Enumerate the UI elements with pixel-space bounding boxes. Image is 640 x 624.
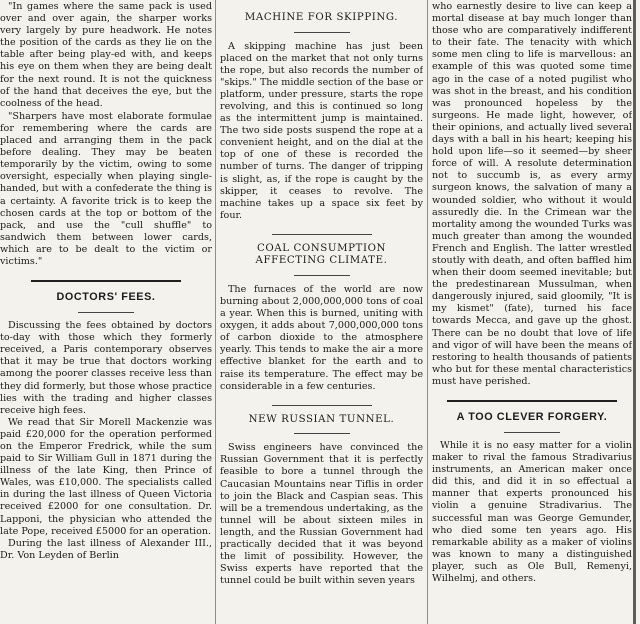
section-divider — [272, 405, 372, 406]
heading-underline — [294, 275, 350, 276]
section-divider — [31, 280, 181, 282]
doctors-fees-paragraph-3: During the last illness of Alexander III., Dr. Von Leyden of Berlin — [0, 537, 212, 561]
section-divider — [447, 400, 617, 402]
column-rule-right — [427, 0, 428, 624]
heading-underline — [294, 32, 350, 33]
skipping-machine-paragraph: A skipping machine has just been placed on the market that not only turns the rope, but also records the number of "skips." The middle section of the base or platform, under pressure, starts the rope revolving, and this is continued so long as the intermittent jump is maintained. The two side posts suspend the rope at a convenient height, and on the dial at the top of one of these is recorded the number of turns. The danger of tripping is slight, as, if the rope is caught by the skipper, it ceases to revolve. The machine takes up a space six feet by four. — [220, 40, 423, 221]
will-to-live-paragraph: who earnestly desire to live can keep a mortal disease at bay much longer than those who are comparatively indifferent to their fate. The tenacity with which some men cling to life is marvellous: an example of this was quoted some time ago in the case of a noted pugilist who was shot in the breast, and his condition was pronounced hopeless by the surgeons. He made light, however, of their opinions, and actually lived several days with a ball in his heart; keeping his hold upon life—so it seemed—by sheer force of will. A resolute determination not to succumb is, as every army surgeon knows, the salvation of many a wounded soldier, who without it would assuredly die. In the Crimean war the mortality among the wounded Turks was much greater than among the wounded French and English. The latter wrestled stoutly with death, and often baffled him when their doom seemed inevitable; but the predestinarean Mussulman, when dangerously injured, said gloomily, "It is my kismet" (fate), turned his face towards Mecca, and gave up the ghost. There can be no doubt that love of life and vigor of will have been the means of restoring to health thousands of patients who but for these mental characteristics must have perished. — [432, 1, 632, 387]
column-right — [432, 0, 632, 624]
doctors-fees-paragraph-2: We read that Sir Morell Mackenzie was paid £20,000 for the operation performed on the Emperor Fredrick, while the sum paid to Sir William Gull in 1871 during the illness of the late King, then Prince of Wales, was £10,000. The specialists called in during the last illness of Queen Victoria received £2000 for one consultation. Dr. Lapponi, the physician who attended the late Pope, received £5000 for an operation. — [0, 416, 212, 537]
heading-coal-consumption: COAL CONSUMPTION AFFECTING CLIMATE. — [255, 242, 388, 267]
heading-machine-for-skipping: MACHINE FOR SKIPPING. — [244, 12, 399, 23]
section-divider — [272, 234, 372, 235]
heading-a-too-clever-forgery: A TOO CLEVER FORGERY. — [456, 411, 608, 423]
heading-doctors-fees: DOCTORS' FEES. — [56, 291, 156, 304]
heading-underline — [294, 433, 350, 434]
forgery-paragraph: While it is no easy matter for a violin maker to rival the famous Stradivarius instruments, an American maker once did this, and did it in so effectual a manner that experts pronounced his violin a genuine Stradivarius. The successful man was George Gemunder, who died some ten years ago. His remarkable ability as a maker of violins was known to many a distinguished player, such as Ole Bull, Remenyi, Wilhelmj, and others. — [432, 440, 632, 585]
heading-new-russian-tunnel: NEW RUSSIAN TUNNEL. — [248, 413, 395, 425]
coal-consumption-paragraph: The furnaces of the world are now burning about 2,000,000,000 tons of coal a year. When this is burned, uniting with oxygen, it adds about 7,000,000,000 tons of carbon dioxide to the atmosphere yearly. This tends to make the air a more effective blanket for the earth and to raise its temperature. The effect may be considerable in a few centuries. — [220, 283, 423, 392]
sharpers-paragraph-2: "Sharpers have most elaborate formulae for remembering where the cards are placed and arranging them in the pack before dealing. They may be beaten temporarily by the victim, owing to some oversight, especially when playing single-handed, but with a confederate the thing is a certainty. A favorite trick is to keep the chosen cards at the top or bottom of the pack, and use the "cull shuffle" to sandwich them between lower cards, which are to be dealt to the victim or victims." — [0, 110, 212, 267]
column-middle — [220, 0, 423, 624]
heading-underline — [78, 312, 134, 313]
column-left — [0, 0, 212, 624]
column-rule-left — [215, 0, 216, 624]
sharpers-paragraph-1: "In games where the same pack is used over and over again, the sharper works very largely by pure headwork. He notes the position of the cards as they lie on the table after being play-ed with, and keeps his eye on them when they are being dealt for the next round. It is not the quickness of the hand that deceives the eye, but the coolness of the head. — [0, 1, 212, 109]
heading-underline — [504, 432, 560, 433]
russian-tunnel-paragraph: Swiss engineers have convinced the Russian Government that it is perfectly feasible to bore a tunnel through the Caucasian Mountains near Tiflis in order to join the Black and Caspian seas. This will be a tremendous undertaking, as the tunnel will be about sixteen miles in length, and the Russian Government had practically decided that it was beyond the limit of possibility. However, the Swiss experts have reported that the tunnel could be built within seven years — [220, 442, 423, 587]
doctors-fees-paragraph-1: Discussing the fees obtained by doctors to-day with those which they formerly received, a Paris contemporary observes that it may be true that doctors working among the poorer classes receive less than they did formerly, but those whose practice lies with the trading and higher classes receive high fees. — [0, 320, 212, 416]
page-edge — [633, 0, 636, 624]
